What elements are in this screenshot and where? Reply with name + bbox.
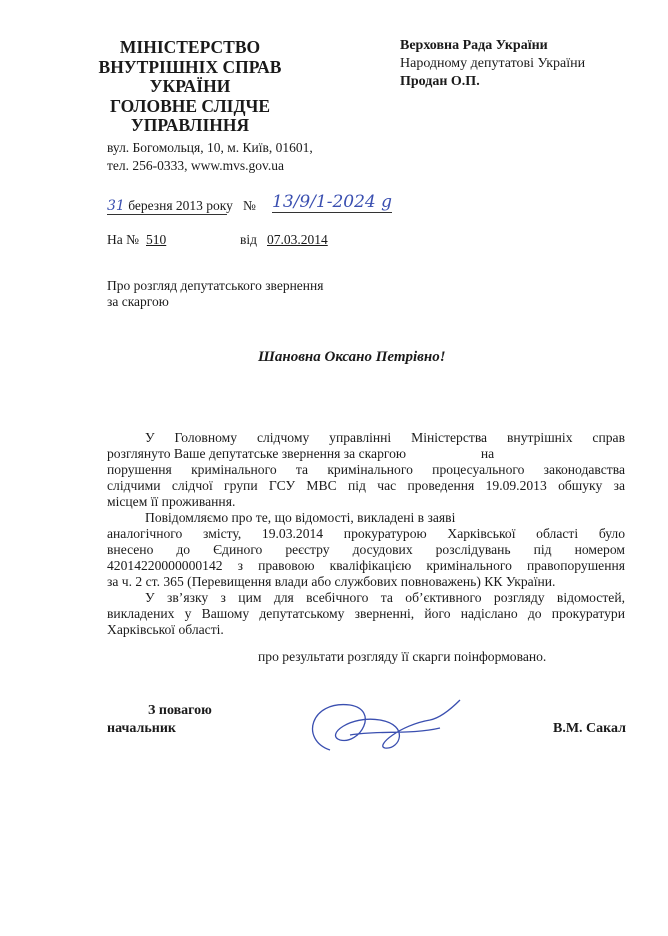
body-line: 42014220000000142 з правовою кваліфікацією кримінального правопорушення [107, 558, 625, 573]
body-line: викладених у Вашому депутатському зверненні, його надіслано до прокуратури [107, 606, 625, 621]
body-line-text: розглянуто Ваше депутатське звернення за скаргою на [107, 446, 495, 461]
sender-contacts: тел. 256-0333, www.mvs.gov.ua [107, 158, 284, 173]
closing-line: про результати розгляду її скарги поінформовано. [258, 649, 547, 664]
recipient-line-3: Продан О.П. [400, 74, 480, 89]
ref-date: 07.03.2014 [267, 232, 328, 247]
handwritten-day: 31 [107, 198, 125, 214]
sender-organization [95, 38, 285, 136]
org-line: УПРАВЛІННЯ [130, 115, 250, 135]
org-line: УКРАЇНИ [149, 76, 231, 96]
handwritten-signature [290, 680, 470, 770]
body-line: Повідомляємо про те, що відомості, викладені в заяві [145, 510, 456, 525]
subject-line: за скаргою [107, 294, 169, 309]
body-line: за ч. 2 ст. 365 (Перевищення влади або службових повноважень) КК України. [107, 574, 556, 589]
recipient-line-1: Верховна Рада України [400, 38, 548, 53]
body-line: У зв’язку з цим для всебічного та об’єктивного розгляду відомостей, [145, 590, 625, 605]
ref-number: 510 [146, 232, 167, 247]
signatory-name: В.М. Сакал [553, 721, 626, 736]
body-line: порушення кримінального та кримінального процесуального законодавства [107, 462, 625, 477]
subject-line: Про розгляд депутатського звернення [107, 278, 324, 293]
ref-label: На № [107, 232, 139, 247]
body-line: внесено до Єдиного реєстру досудових розслідувань під номером [107, 542, 625, 557]
body-line: місцем її проживання. [107, 494, 236, 509]
salutation: Шановна Оксано Петрівно! [258, 349, 446, 365]
body-line: слідчими слідчої групи ГСУ МВС під час проведення 19.09.2013 обшуку за [107, 478, 625, 493]
body-line: Харківської області. [107, 622, 224, 637]
ref-from-label: від [240, 232, 257, 247]
regards: З повагою [148, 703, 212, 718]
org-line: МІНІСТЕРСТВО [119, 37, 261, 57]
body-line: У Головному слідчому управлінні Міністерства внутрішніх справ [145, 430, 625, 445]
body-line: аналогічного змісту, 19.03.2014 прокуратурою Харківської області було [107, 526, 625, 541]
recipient-line-2: Народному депутатові України [400, 56, 586, 71]
org-line: ГОЛОВНЕ СЛІДЧЕ [109, 95, 271, 116]
number-label: № [243, 198, 256, 213]
body-line [107, 446, 625, 462]
printed-date: березня 2013 року [128, 198, 233, 213]
sender-address: вул. Богомольця, 10, м. Київ, 01601, [107, 140, 313, 155]
handwritten-number: 13/9/1-2024 g [272, 192, 393, 212]
registration-date [107, 198, 233, 215]
signatory-position: начальник [107, 721, 176, 736]
org-line: ВНУТРІШНІХ СПРАВ [98, 56, 282, 77]
